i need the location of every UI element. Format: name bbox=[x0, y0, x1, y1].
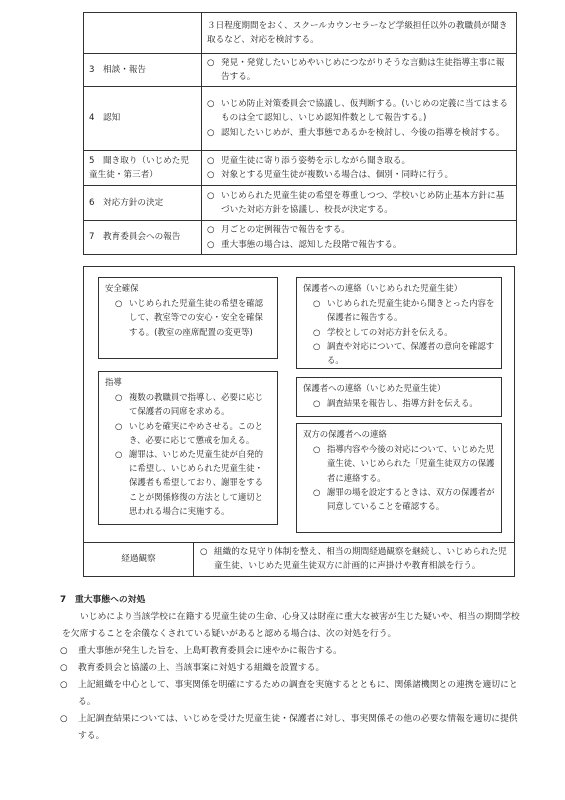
row-item: 重大事態の場合は、認知した段階で報告する。 bbox=[221, 239, 402, 250]
row-label: 5 聞き取り（いじめた児童生徒・第三者） bbox=[84, 151, 202, 186]
section-item: 上記組織を中心として、事実関係を明確にするための調査を実施するとともに、関係諸機関との連携を適切にとる。 bbox=[78, 680, 518, 707]
circle-bullet: ○ bbox=[207, 170, 215, 180]
table-row bbox=[84, 87, 517, 151]
table-row bbox=[84, 151, 517, 186]
contact-bully-box bbox=[296, 377, 502, 417]
table-row bbox=[84, 221, 517, 255]
contact-victim-title: 保護者への連絡（いじめられた児童生徒） bbox=[303, 283, 463, 293]
circle-bullet: ○ bbox=[313, 486, 321, 497]
section-intro: いじめにより当該学校に在籍する児童生徒の生命、心身又は財産に重大な被害が生じた疑いや、相当の期間学校を欠席することを余儀なくされている疑いがあると認める場合は、次の対処を行う。 bbox=[62, 612, 520, 639]
safety-item: いじめられた児童生徒の希望を確認して、教室等での安心・安全を確保する。(教室の座席配置の変更等) bbox=[129, 298, 263, 337]
watch-text: 組織的な見守り体制を整え、相当の期間経過観察を継続し、いじめられた児童生徒、いじめた児童生徒双方に計画的に声掛けや教育相談を行う。 bbox=[214, 547, 507, 572]
guidance-item: 謝罪は、いじめた児童生徒が自発的に希望し、いじめられた児童生徒・保護者も希望しており、謝罪をすることが関係修復の方法として適切と思われる場合に実施する。 bbox=[129, 449, 263, 516]
row-item: いじめ防止対策委員会で協議し、仮判断する。(いじめの定義に当てはまるものは全て認知し、いじめ認知件数として報告する。) bbox=[221, 98, 508, 124]
circle-bullet: ○ bbox=[313, 298, 321, 309]
contact-both-item: 指導内容や今後の対応について、いじめた児童生徒、いじめられた「児童生徒双方の保護者に連絡する。 bbox=[327, 444, 495, 483]
procedure-table-body bbox=[84, 13, 517, 255]
contact-both-item: 謝罪の場を設定するときは、双方の保護者が同意していることを確認する。 bbox=[327, 486, 495, 512]
section-serious-incident bbox=[60, 592, 520, 745]
row-label: 6 対応方針の決定 bbox=[84, 186, 202, 221]
circle-bullet: ○ bbox=[207, 190, 215, 201]
row-label: 7 教育委員会への報告 bbox=[84, 221, 202, 255]
watch-label: 経過観察 bbox=[84, 543, 194, 576]
contact-bully-item: 調査結果を報告し、指導方針を伝える。 bbox=[327, 398, 478, 409]
row-item: ３日程度期間をおく、スクールカウンセラーなど学級担任以外の教職員が聞き取るなど、対応を検討する。 bbox=[207, 20, 508, 45]
safety-box bbox=[98, 277, 278, 359]
contact-both-box bbox=[296, 423, 502, 533]
row-item: 発見・発覚したいじめやいじめにつながりそうな言動は生徒指導主事に報告する。 bbox=[221, 57, 505, 82]
row-content bbox=[202, 87, 517, 151]
circle-bullet: ○ bbox=[200, 547, 208, 557]
circle-bullet: ○ bbox=[207, 57, 215, 68]
circle-bullet: ○ bbox=[115, 298, 123, 309]
section-heading: 7 重大事態への対処 bbox=[60, 595, 146, 605]
circle-bullet: ○ bbox=[207, 239, 215, 250]
row-label: 4 認知 bbox=[84, 87, 202, 151]
contact-victim-item: 学校としての対応方針を伝える。 bbox=[327, 326, 453, 337]
row-item: 月ごとの定例報告で報告をする。 bbox=[221, 225, 350, 236]
circle-bullet: ○ bbox=[207, 225, 215, 236]
row-item: いじめられた児童生徒の希望を尊重しつつ、学校いじめ防止基本方針に基づいた対応方針を協議し、校長が決定する。 bbox=[221, 190, 505, 215]
circle-bullet: ○ bbox=[207, 98, 215, 109]
circle-bullet: ○ bbox=[313, 444, 321, 455]
circle-bullet: ○ bbox=[313, 398, 321, 409]
circle-bullet: ○ bbox=[60, 680, 68, 690]
circle-bullet: ○ bbox=[313, 340, 321, 351]
row-content bbox=[202, 13, 517, 54]
contact-victim-item: いじめられた児童生徒から聞きとった内容を保護者に報告する。 bbox=[327, 298, 495, 323]
response-panel bbox=[83, 266, 515, 543]
row-content bbox=[202, 151, 517, 186]
table-row bbox=[84, 13, 517, 54]
contact-victim-box bbox=[296, 277, 502, 369]
safety-title: 安全確保 bbox=[105, 283, 139, 293]
circle-bullet: ○ bbox=[115, 420, 123, 431]
watch-row bbox=[83, 543, 515, 577]
circle-bullet: ○ bbox=[207, 127, 215, 138]
circle-bullet: ○ bbox=[115, 449, 123, 460]
contact-bully-title: 保護者への連絡（いじめた児童生徒） bbox=[303, 383, 446, 393]
contact-victim-item: 調査や対応について、保護者の意向を確認する。 bbox=[327, 340, 495, 366]
circle-bullet: ○ bbox=[60, 663, 68, 673]
watch-content bbox=[194, 543, 514, 576]
guidance-item: いじめを確実にやめさせる。このとき、必要に応じて懲戒を加える。 bbox=[129, 420, 263, 445]
guidance-box bbox=[98, 371, 278, 525]
row-item: 児童生徒に寄り添う姿勢を示しながら聞き取る。 bbox=[221, 155, 411, 166]
circle-bullet: ○ bbox=[115, 392, 123, 403]
guidance-title: 指導 bbox=[105, 377, 122, 387]
row-item: 認知したいじめが、重大事態であるかを検討し、今後の指導を検討する。 bbox=[221, 127, 505, 138]
circle-bullet: ○ bbox=[60, 646, 68, 656]
circle-bullet: ○ bbox=[313, 326, 321, 337]
row-item: 対象とする児童生徒が複数いる場合は、個別・同時に行う。 bbox=[221, 170, 454, 180]
row-content bbox=[202, 221, 517, 255]
row-content bbox=[202, 186, 517, 221]
circle-bullet: ○ bbox=[60, 714, 68, 724]
circle-bullet: ○ bbox=[207, 155, 215, 166]
section-item: 重大事態が発生した旨を、上島町教育委員会に速やかに報告する。 bbox=[78, 646, 342, 656]
guidance-item: 複数の教職員で指導し、必要に応じて保護者の同席を求める。 bbox=[129, 392, 263, 417]
section-item: 教育委員会と協議の上、当該事案に対処する組織を設置する。 bbox=[78, 663, 325, 673]
row-content bbox=[202, 54, 517, 87]
contact-both-title: 双方の保護者への連絡 bbox=[303, 429, 387, 439]
procedure-table bbox=[83, 12, 517, 255]
section-item: 上記調査結果については、いじめを受けた児童生徒・保護者に対し、事実関係その他の必要な情報を適切に提供する。 bbox=[78, 714, 518, 741]
row-label: 3 相談・報告 bbox=[84, 54, 202, 87]
table-row bbox=[84, 54, 517, 87]
table-row bbox=[84, 186, 517, 221]
row-label bbox=[84, 13, 202, 54]
